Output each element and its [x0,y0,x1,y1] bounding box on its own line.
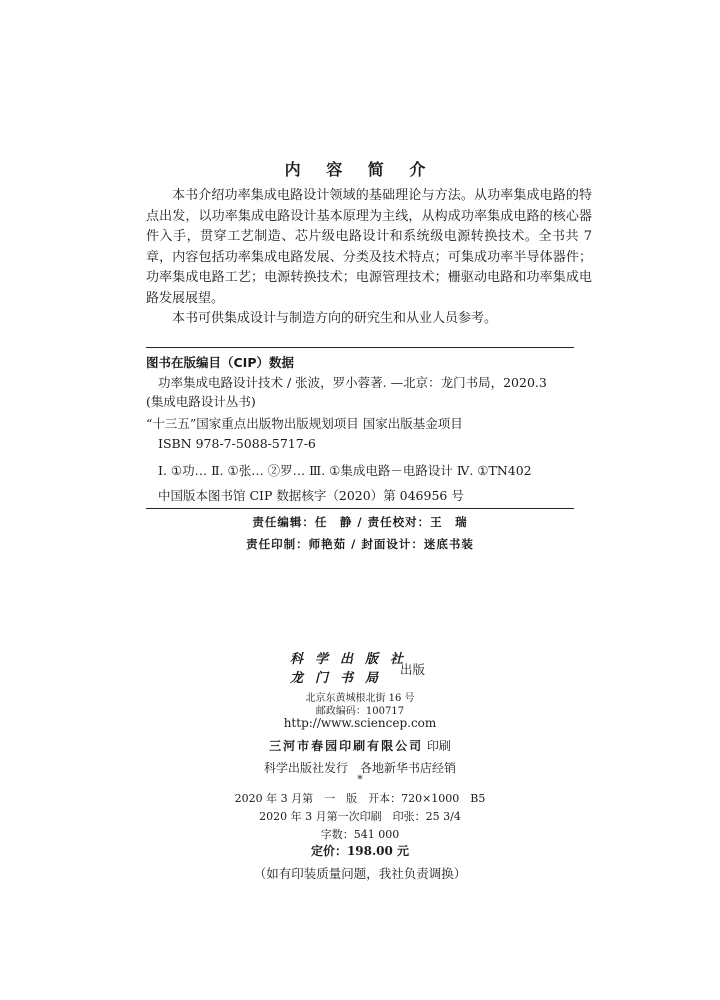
separator-star: * [357,773,363,786]
cip-heading: 图书在版编目（CIP）数据 [146,355,294,370]
publisher-name: 龙门书局 [290,671,391,686]
printer-suffix: 印刷 [426,739,451,753]
credits-editor-line: 责任编辑：任 静 / 责任校对：王 瑞 [252,515,468,529]
printer-line [0,737,720,754]
publisher-suffix: 出版 [400,662,426,677]
quality-notice: （如有印装质量问题，我社负责调换） [253,866,467,881]
cip-project-line: “十三五”国家重点出版物出版规划项目 国家出版基金项目 [146,416,463,431]
publisher-address: 北京东黄城根北街 16 号 [305,693,415,704]
credits-print-line: 责任印制：师艳茹 / 封面设计：迷底书装 [246,537,474,551]
publisher-names [290,650,415,688]
price: 定价：198.00 元 [310,844,410,858]
summary-paragraph: 本书介绍功率集成电路设计领域的基础理论与方法。从功率集成电路的特点出发，以功率集成电路设计基本原理为主线，从构成功率集成电路的核心器件入手，贯穿工艺制造、芯片级电路设计和系统级电源转换技术。全书共 7 章，内容包括功率集成电路发展、分类及技术特点；可集成功率半导体器件；功率集成电路工艺；电源转换技术；电源管理技术；栅驱动电路和功率集成电路发展展望。 [146,188,592,306]
printing-line: 2020 年 3 月第一次印刷 印张：25 3/4 [259,810,461,823]
cip-record-number: 中国版本图书馆 CIP 数据核字（2020）第 046956 号 [158,488,464,503]
word-count: 字数：541 000 [320,828,400,841]
cip-series-line: (集成电路设计丛书) [146,394,256,409]
publisher-url: http://www.sciencep.com [283,716,437,730]
cip-isbn: ISBN 978-7-5088-5717-6 [158,436,316,451]
cip-title-line: 功率集成电路设计技术 / 张波，罗小蓉著. —北京：龙门书局，2020.3 [158,375,547,390]
publisher-postcode: 邮政编码：100717 [315,706,405,717]
page-title: 内 容 简 介 [284,160,436,179]
publisher-name: 科学出版社 [290,652,416,667]
summary-paragraph: 本书可供集成设计与制造方向的研究生和从业人员参考。 [172,311,498,326]
edition-line: 2020 年 3 月第 一 版 开本：720×1000 B5 [234,792,486,805]
cip-top-rule [146,347,574,348]
cip-classification: Ⅰ. ①功… Ⅱ. ①张… ②罗… Ⅲ. ①集成电路－电路设计 Ⅳ. ①TN402 [158,463,532,478]
summary-section [146,186,592,330]
printer-name: 三河市春园印刷有限公司 [269,739,424,753]
cip-bottom-rule [146,508,574,509]
publisher-block [0,650,720,690]
distribution-line: 科学出版社发行 各地新华书店经销 [263,761,456,775]
